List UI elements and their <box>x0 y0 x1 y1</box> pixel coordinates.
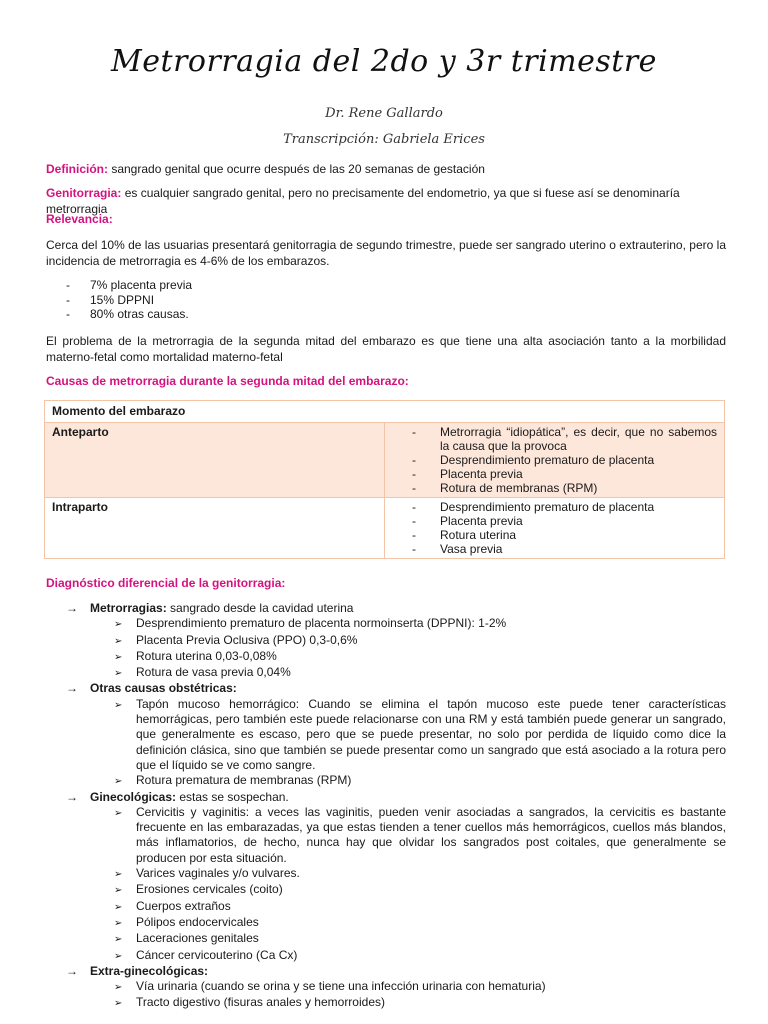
list-item <box>66 278 466 293</box>
definicion-line <box>46 162 726 178</box>
dash-marker: - <box>412 542 416 556</box>
transcriber-line: Transcripción: Gabriela Erices <box>283 132 485 147</box>
list-item-text: Pólipos endocervicales <box>136 914 259 929</box>
chevron-right-icon: ➢ <box>114 917 123 929</box>
definicion-label: Definición: <box>46 162 108 176</box>
list-item-text: Tapón mucoso hemorrágico: Cuando se elimina el tapón mucoso este puede tener características hemorrágicas, pero también este puede relacionarse con una RM y está también puede generar un sangrado, que generalmente es escaso, pero que se puede presentar, no solo por perdida de líquido como dice la definición clásica, sino que también se puede presentar como un sangrado que está asociado a la rotura pero que el líquido se ve como sangre. <box>136 696 726 772</box>
list-item-text: Cuerpos extraños <box>136 898 231 913</box>
chevron-right-icon: ➢ <box>114 998 123 1010</box>
document-title: Metrorragia del 2do y 3r trimestre <box>111 44 657 79</box>
list-item <box>66 293 466 308</box>
list-item <box>114 995 726 1011</box>
chevron-right-icon: ➢ <box>114 982 123 994</box>
list-item <box>114 979 726 995</box>
dash-marker: - <box>66 307 70 321</box>
list-item <box>392 528 717 542</box>
list-item <box>114 633 726 649</box>
dx-group-desc: estas se sospechan. <box>176 789 289 804</box>
row-items-intraparto <box>385 498 725 559</box>
list-item-text: 80% otras causas. <box>90 307 189 321</box>
chevron-right-icon: ➢ <box>114 934 123 946</box>
list-item <box>114 805 726 866</box>
chevron-right-icon: ➢ <box>114 950 123 962</box>
list-item-text: Desprendimiento prematuro de placenta <box>440 500 655 514</box>
list-item <box>114 882 726 898</box>
list-item <box>392 425 717 453</box>
dx-group-otras-obstetricas <box>66 681 726 696</box>
chevron-right-icon: ➢ <box>114 619 123 631</box>
list-item-text: Desprendimiento prematuro de placenta <box>440 453 655 467</box>
chevron-right-icon: ➢ <box>114 807 123 819</box>
list-item <box>114 773 726 789</box>
list-item <box>114 649 726 665</box>
list-item-text: Rotura uterina <box>440 528 517 542</box>
list-item-text: Rotura uterina 0,03-0,08% <box>136 648 277 663</box>
chevron-right-icon: ➢ <box>114 885 123 897</box>
dx-group-ginecologicas <box>66 790 726 805</box>
dash-marker: - <box>412 481 416 495</box>
dash-marker: - <box>66 292 70 307</box>
row-items-anteparto <box>385 423 725 498</box>
diagnostico-list <box>66 601 726 1012</box>
row-label-anteparto: Anteparto <box>45 423 385 498</box>
list-item-text: Rotura de vasa previa 0,04% <box>136 665 291 680</box>
relevancia-list <box>66 278 466 322</box>
dash-marker: - <box>412 528 416 542</box>
dash-marker: - <box>412 467 416 481</box>
list-item-text: Cáncer cervicouterino (Ca Cx) <box>136 947 298 962</box>
dx-group-title: Metrorragias: <box>90 601 167 615</box>
list-item <box>114 915 726 931</box>
dx-group-extra-ginecologicas <box>66 964 726 979</box>
list-item <box>392 542 717 556</box>
chevron-right-icon: ➢ <box>114 668 123 680</box>
causas-heading: Causas de metrorragia durante la segunda mitad del embarazo: <box>46 374 409 388</box>
author-line: Dr. Rene Gallardo <box>325 106 443 121</box>
list-item <box>114 866 726 882</box>
table-header-row <box>45 401 725 423</box>
list-item <box>66 307 466 322</box>
list-item <box>392 467 717 481</box>
list-item <box>114 948 726 964</box>
chevron-right-icon: ➢ <box>114 901 123 913</box>
list-item-text: Laceraciones genitales <box>136 931 259 946</box>
chevron-right-icon: ➢ <box>114 869 123 881</box>
arrow-right-icon: → <box>66 789 78 804</box>
list-item-text: Vasa previa <box>440 542 503 556</box>
chevron-right-icon: ➢ <box>114 776 123 788</box>
table-row-intraparto <box>45 498 725 559</box>
arrow-right-icon: → <box>66 601 78 615</box>
list-item <box>114 697 726 773</box>
dx-group-title: Extra-ginecológicas: <box>90 963 209 978</box>
definicion-text: sangrado genital que ocurre después de las 20 semanas de gestación <box>108 162 485 176</box>
arrow-right-icon: → <box>66 681 78 696</box>
list-item <box>392 514 717 528</box>
chevron-right-icon: ➢ <box>114 699 123 711</box>
dash-marker: - <box>412 500 416 514</box>
list-item-text: Placenta Previa Oclusiva (PPO) 0,3-0,6% <box>136 632 358 647</box>
table-header-cell: Momento del embarazo <box>45 401 725 423</box>
list-item <box>114 665 726 681</box>
row-label-intraparto: Intraparto <box>45 498 385 559</box>
causas-table <box>44 400 725 559</box>
genitorragia-label: Genitorragia: <box>46 186 122 200</box>
list-item <box>114 899 726 915</box>
chevron-right-icon: ➢ <box>114 651 123 663</box>
list-item-text: Desprendimiento prematuro de placenta normoinserta (DPPNI): 1-2% <box>136 616 507 631</box>
dash-marker: - <box>412 514 416 528</box>
list-item-text: 15% DPPNI <box>90 292 155 307</box>
arrow-right-icon: → <box>66 963 78 978</box>
table-row-anteparto <box>45 423 725 498</box>
dx-group-title: Ginecológicas: <box>90 789 177 804</box>
relevancia-closing: El problema de la metrorragia de la segunda mitad del embarazo es que tiene una alta asociación tanto a la morbilidad materno-fetal como mortalidad materno-fetal <box>46 334 726 364</box>
genitorragia-text: es cualquier sangrado genital, pero no precisamente del endometrio, ya que si fuese así se denominaría metrorragia <box>46 186 680 216</box>
dx-group-title: Otras causas obstétricas: <box>90 681 237 696</box>
list-item-text: Rotura prematura de membranas (RPM) <box>136 773 352 788</box>
dx-group-metrorragias <box>66 601 726 616</box>
list-item-text: Cervicitis y vaginitis: a veces las vaginitis, pueden venir asociadas a sangrados, la cervicitis es bastante frecuente en las embarazadas, ya que estas tienden a tener cuellos más hemorrágicos, cuellos más blandos, más inflamatorios, de hecho, nunca hay que olvidar los sangrados post coitales, que generalmente se producen por esta situación. <box>136 804 726 865</box>
list-item-text: 7% placenta previa <box>90 278 193 292</box>
dash-marker: - <box>66 278 70 292</box>
list-item-text: Vía urinaria (cuando se orina y se tiene una infección urinaria con hematuria) <box>136 979 546 994</box>
list-item-text: Placenta previa <box>440 514 523 528</box>
list-item <box>392 481 717 495</box>
dash-marker: - <box>412 425 416 439</box>
list-item-text: Metrorragia “idiopática”, es decir, que no sabemos la causa que la provoca <box>440 425 717 453</box>
diagnostico-heading: Diagnóstico diferencial de la genitorragia: <box>46 576 286 590</box>
list-item-text: Varices vaginales y/o vulvares. <box>136 866 300 881</box>
list-item <box>114 616 726 632</box>
list-item-text: Tracto digestivo (fisuras anales y hemorroides) <box>136 995 385 1010</box>
dash-marker: - <box>412 453 416 467</box>
list-item <box>392 453 717 467</box>
list-item <box>114 931 726 947</box>
chevron-right-icon: ➢ <box>114 635 123 647</box>
list-item <box>392 500 717 514</box>
list-item-text: Rotura de membranas (RPM) <box>440 481 598 495</box>
list-item-text: Erosiones cervicales (coito) <box>136 882 283 897</box>
relevancia-heading: Relevancia: <box>46 212 113 226</box>
dx-group-desc: sangrado desde la cavidad uterina <box>166 601 354 615</box>
list-item-text: Placenta previa <box>440 467 523 481</box>
relevancia-paragraph: Cerca del 10% de las usuarias presentará genitorragia de segundo trimestre, puede ser sangrado uterino o extrauterino, pero la incidencia de metrorragia es 4-6% de los embarazos. <box>46 238 726 268</box>
